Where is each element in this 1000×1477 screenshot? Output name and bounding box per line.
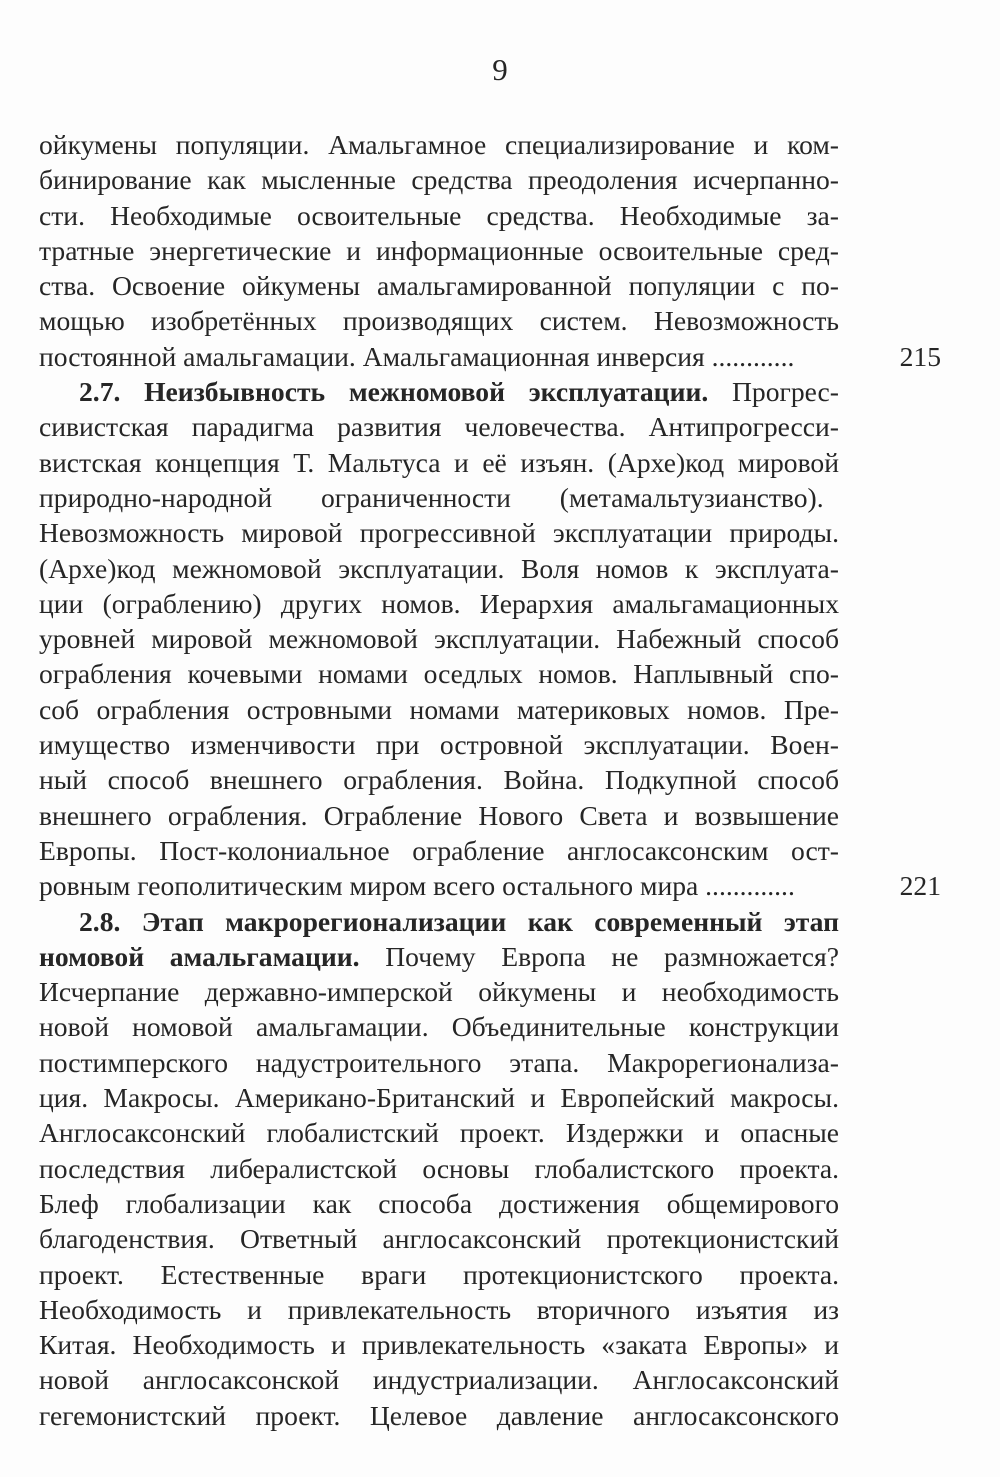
- toc-line: ограбления кочевыми номами оседлых номов. Наплывный спо-: [39, 658, 839, 690]
- toc-page-number: 215: [899, 340, 941, 372]
- toc-line: уровней мировой межномовой эксплуатации. Набежный способ: [39, 623, 839, 655]
- toc-line: ция. Макросы. Американо-Британский и Европейский макросы.: [39, 1082, 839, 1114]
- section-title: 2.8. Этап макрорегионализации как современный этап: [79, 905, 839, 937]
- section-title: номовой амальгамации.: [39, 940, 360, 972]
- toc-line: новой номовой амальгамации. Объединительные конструкции: [39, 1011, 839, 1043]
- toc-line: Исчерпание державно-имперской ойкумены и необходимость: [39, 976, 839, 1008]
- toc-line: постоянной амальгамации. Амальгамационная инверсия ............ 215: [39, 339, 839, 374]
- toc-line: Европы. Пост-колониальное ограбление англосаксонским ост-: [39, 834, 839, 866]
- toc-line: Китая. Необходимость и привлекательность «заката Европы» и: [39, 1329, 839, 1361]
- toc-line: (Архе)код межномовой эксплуатации. Воля номов к эксплуата-: [39, 552, 839, 584]
- toc-line: ный способ внешнего ограбления. Война. Подкупной способ: [39, 764, 839, 796]
- section-title: 2.7. Неизбывность межномовой эксплуатации.: [79, 376, 709, 408]
- toc-line: вистская концепция Т. Мальтуса и её изъян. (Архе)код мировой: [39, 446, 839, 478]
- page-number: 9: [492, 52, 508, 87]
- toc-line: ровным геополитическим миром всего остального мира ............. 221: [39, 868, 839, 903]
- toc-body: [39, 127, 941, 1433]
- toc-line: сти. Необходимые освоительные средства. Необходимые за-: [39, 199, 839, 231]
- toc-line: внешнего ограбления. Ограбление Нового Света и возвышение: [39, 799, 839, 831]
- toc-line: номовой амальгамации. Почему Европа не размножается?: [39, 940, 839, 972]
- toc-page-number: 221: [899, 870, 941, 902]
- toc-line: соб ограбления островными номами материковых номов. Пре-: [39, 693, 839, 725]
- toc-section-heading: 2.7. Неизбывность межномовой эксплуатации. Прогрес-: [79, 376, 839, 408]
- toc-line: Невозможность мировой прогрессивной эксплуатации природы.: [39, 517, 839, 549]
- toc-line: гегемонистский проект. Целевое давление англосаксонского: [39, 1399, 839, 1431]
- toc-line: Необходимость и привлекательность вторичного изъятия из: [39, 1293, 839, 1325]
- toc-line: ойкумены популяции. Амальгамное специализирование и ком-: [39, 129, 839, 160]
- toc-line: ции (ограблению) других номов. Иерархия амальгамационных: [39, 587, 839, 619]
- toc-line: Блеф глобализации как способа достижения общемирового: [39, 1187, 839, 1219]
- toc-line: имущество изменчивости при островной эксплуатации. Воен-: [39, 729, 839, 761]
- toc-line: Англосаксонский глобалистский проект. Издержки и опасные: [39, 1117, 839, 1149]
- toc-line: постимперского надустроительного этапа. Макрорегионализа-: [39, 1046, 839, 1078]
- toc-line: природно-народной ограниченности (метамальтузианство).: [39, 481, 824, 513]
- toc-line: бинирование как мысленные средства преодоления исчерпанно-: [39, 164, 839, 196]
- toc-line: мощью изобретённых производящих систем. Невозможность: [39, 305, 839, 337]
- toc-line: ства. Освоение ойкумены амальгамированной популяции с по-: [39, 270, 839, 302]
- toc-line: проект. Естественные враги протекционистского проекта.: [39, 1258, 839, 1290]
- toc-line: сивистская парадигма развития человечества. Антипрогресси-: [39, 411, 839, 443]
- toc-line: благоденствия. Ответный англосаксонский протекционистский: [39, 1223, 839, 1255]
- toc-section-heading: [39, 904, 839, 939]
- toc-line: новой англосаксонской индустриализации. Англосаксонский: [39, 1364, 839, 1396]
- toc-line: последствия либералистской основы глобалистского проекта.: [39, 1152, 839, 1184]
- toc-line: тратные энергетические и информационные освоительные сред-: [39, 234, 839, 266]
